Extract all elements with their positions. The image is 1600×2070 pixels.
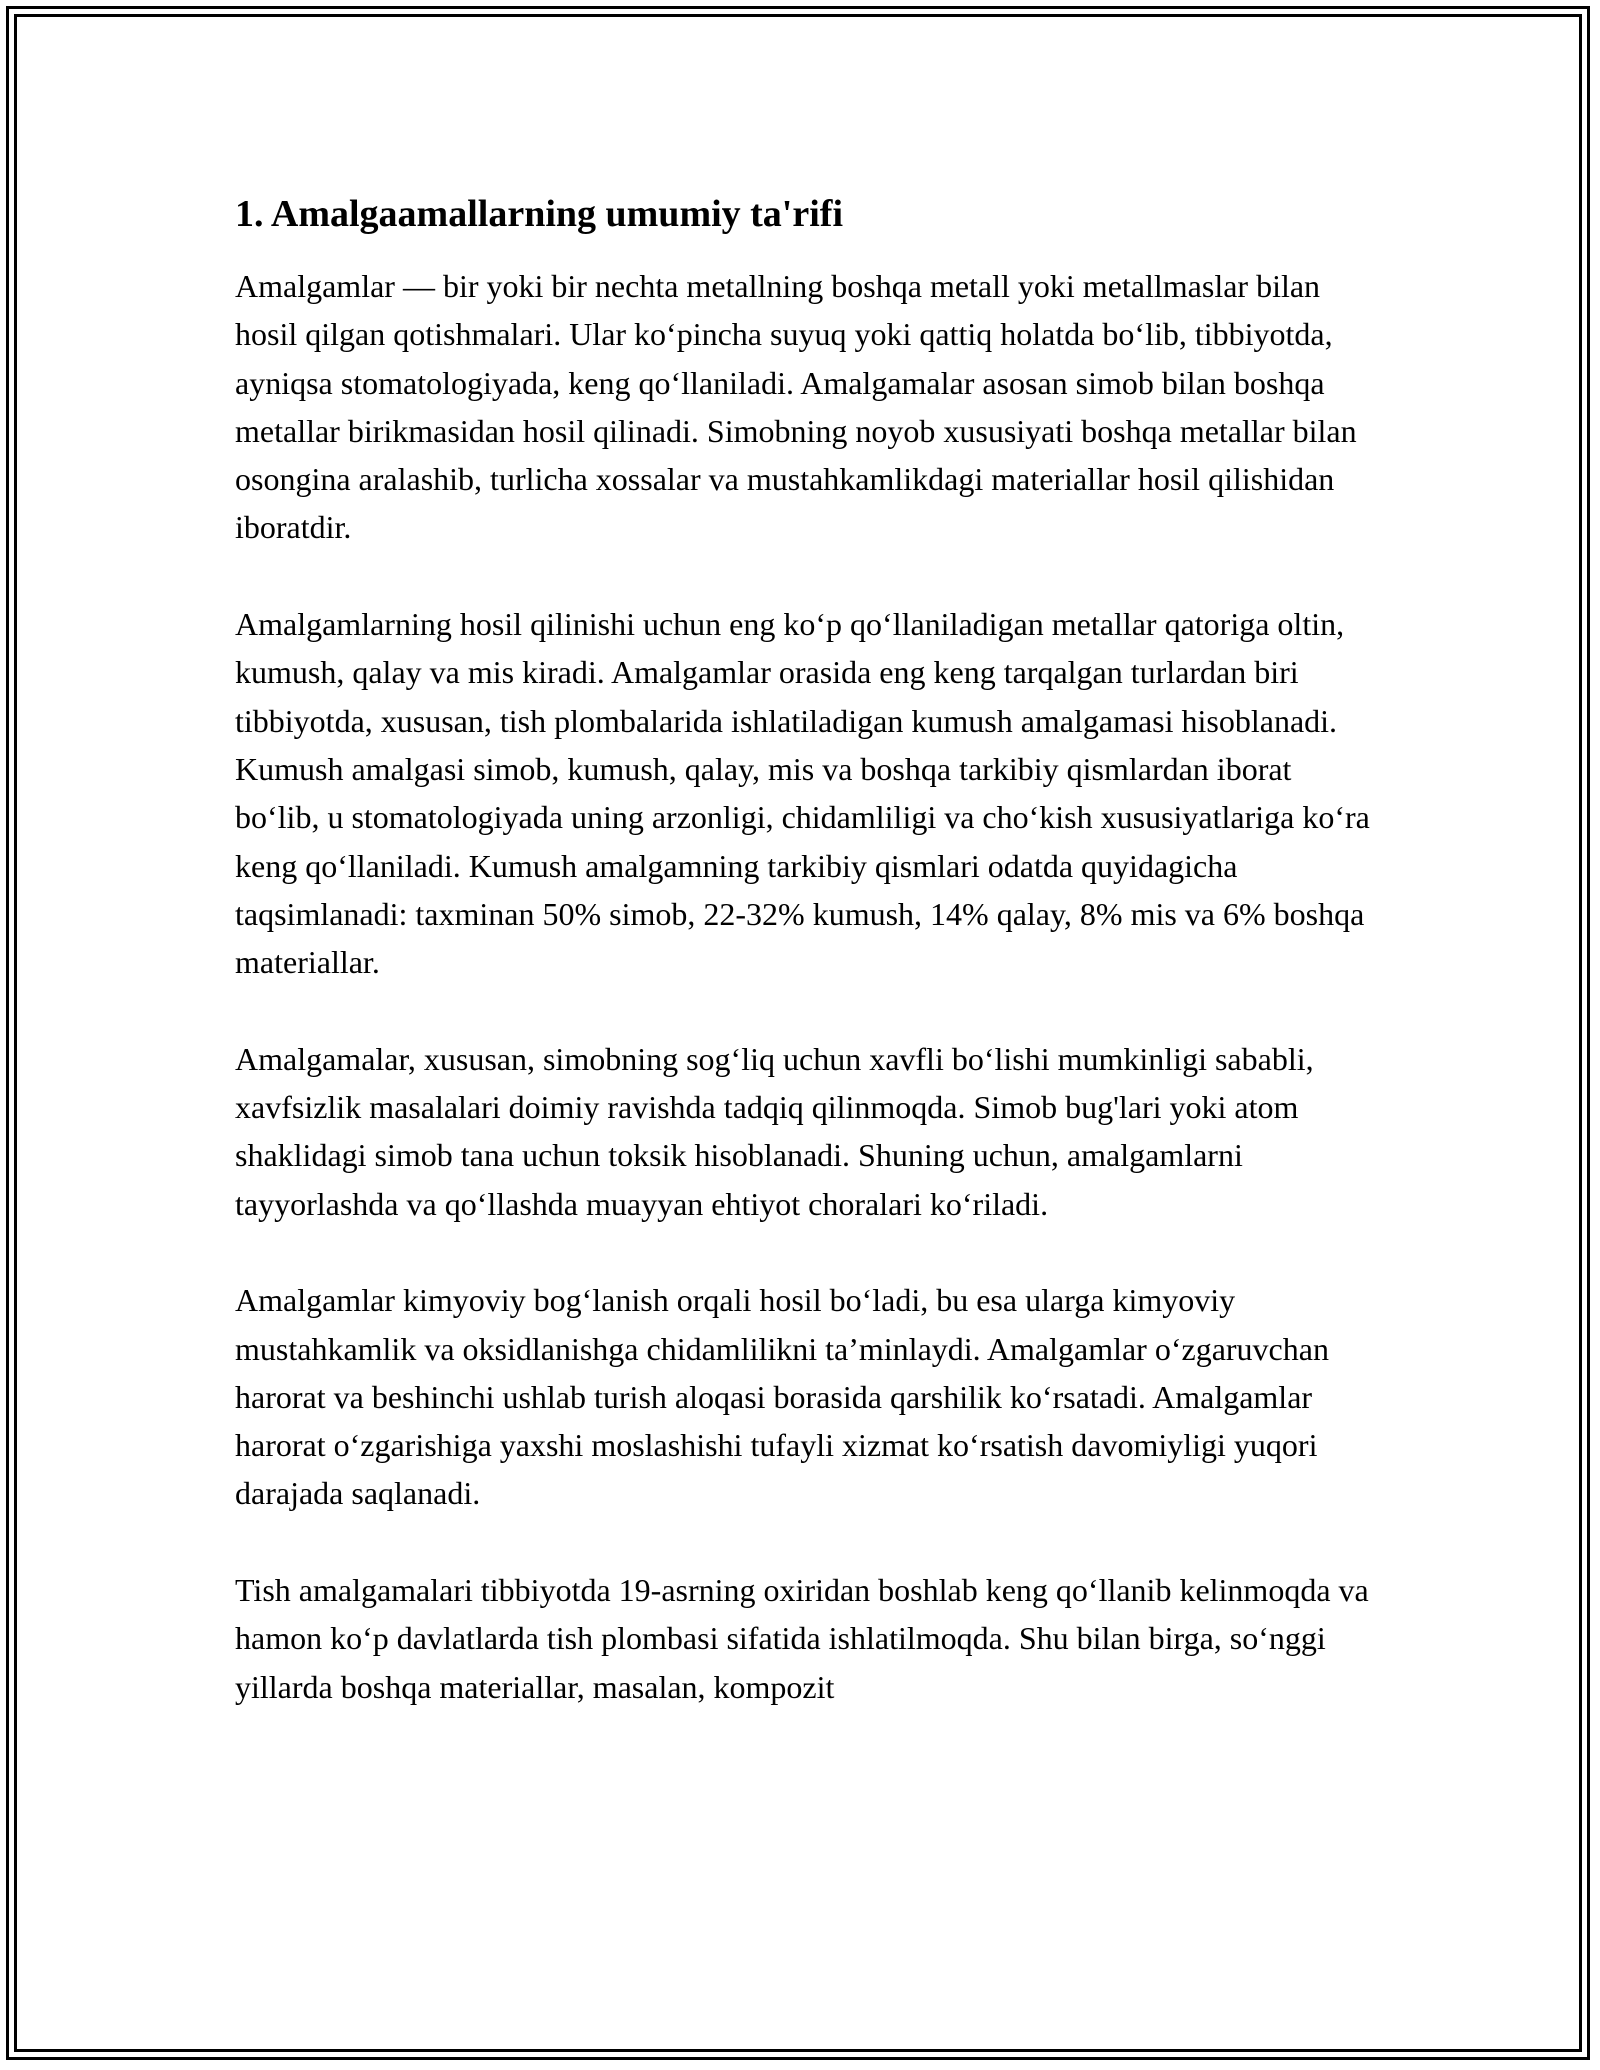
section-heading: 1. Amalgaamallarning umumiy ta'rifi — [235, 193, 843, 235]
paragraph-3: Amalgamalar, xususan, simobning sog‘liq uchun xavfli bo‘lishi mumkinligi sababli, xavfsizlik masalalari doimiy ravishda tadqiq qilinmoqda. Simob bug'lari yoki atom shaklidagi simob tana uchun toksik hisoblanadi. Shuning uchun, amalgamlarni tayyorlashda va qo‘llashda muayyan ehtiyot choralari ko‘riladi. — [235, 1040, 1314, 1222]
document-body — [235, 186, 1375, 1711]
paragraph-5: Tish amalgamalari tibbiyotda 19-asrning oxiridan boshlab keng qo‘llanib kelinmoqda va hamon ko‘p davlatlarda tish plombasi sifatida ishlatilmoqda. Shu bilan birga, so‘nggi yillarda boshqa materiallar, masalan, kompozit — [235, 1572, 1369, 1705]
paragraph-4: Amalgamlar kimyoviy bog‘lanish orqali hosil bo‘ladi, bu esa ularga kimyoviy mustahkamlik va oksidlanishga chidamlilikni ta’minlaydi. Amalgamlar o‘zgaruvchan harorat va beshinchi ushlab turish aloqasi borasida qarshilik ko‘rsatadi. Amalgamlar harorat o‘zgarishiga yaxshi moslashishi tufayli xizmat ko‘rsatish davomiyligi yuqori darajada saqlanadi. — [235, 1282, 1329, 1512]
paragraph-1: Amalgamlar — bir yoki bir nechta metallning boshqa metall yoki metallmaslar bilan hosil qilgan qotishmalari. Ular ko‘pincha suyuq yoki qattiq holatda bo‘lib, tibbiyotda, ayniqsa stomatologiyada, keng qo‘llaniladi. Amalgamalar asosan simob bilan boshqa metallar birikmasidan hosil qilinadi. Simobning noyob xususiyati boshqa metallar bilan osongina aralashib, turlicha xossalar va mustahkamlikdagi materiallar hosil qilishidan iboratdir. — [235, 268, 1357, 546]
paragraph-2: Amalgamlarning hosil qilinishi uchun eng ko‘p qo‘llaniladigan metallar qatoriga oltin, kumush, qalay va mis kiradi. Amalgamlar orasida eng keng tarqalgan turlardan biri tibbiyotda, xususan, tish plombalarida ishlatiladigan kumush amalgamasi hisoblanadi. Kumush amalgasi simob, kumush, qalay, mis va boshqa tarkibiy qismlardan iborat bo‘lib, u stomatologiyada uning arzonligi, chidamliligi va cho‘kish xususiyatlariga ko‘ra keng qo‘llaniladi. Kumush amalgamning tarkibiy qismlari odatda quyidagicha taqsimlanadi: taxminan 50% simob, 22-32% kumush, 14% qalay, 8% mis va 6% boshqa materiallar. — [235, 606, 1370, 981]
